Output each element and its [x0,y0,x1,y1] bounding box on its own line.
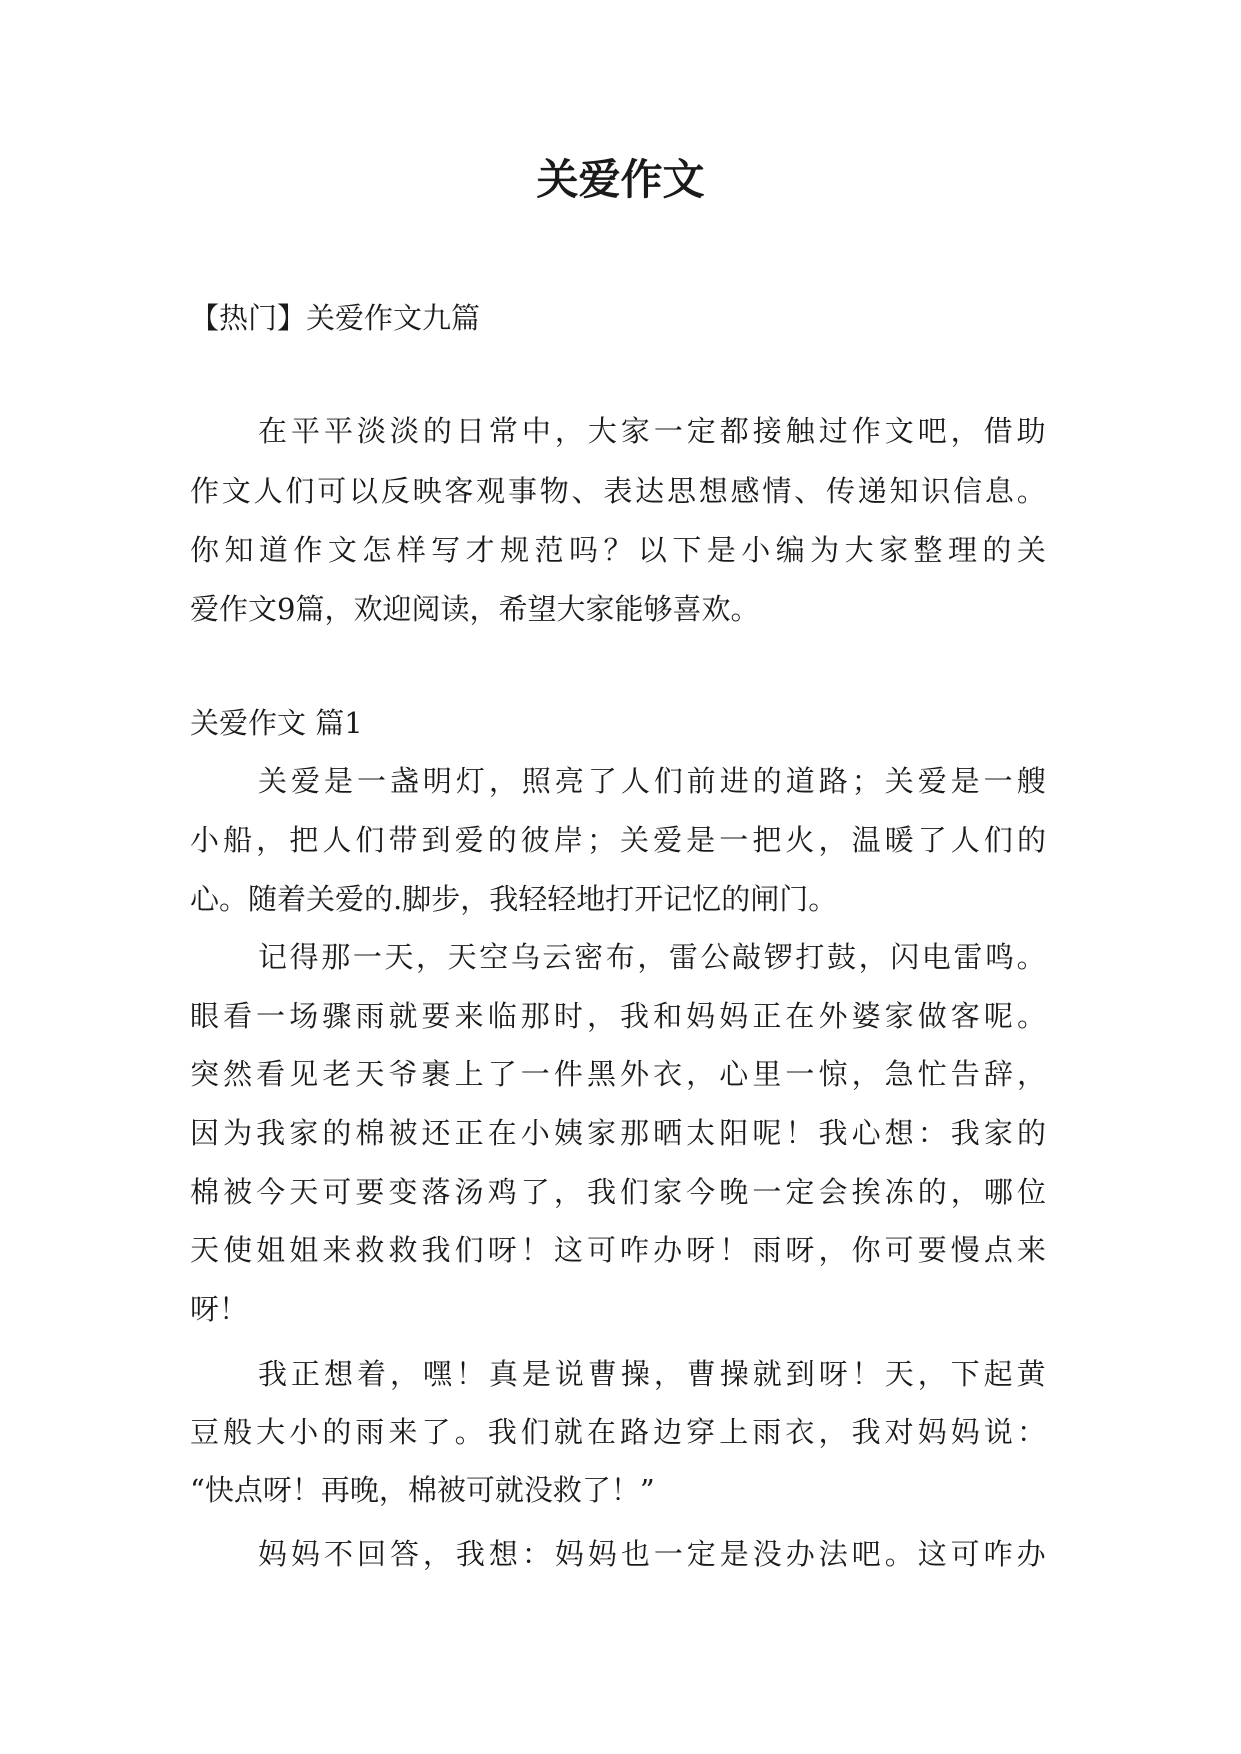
document-subtitle: 【热门】关爱作文九篇 [190,301,481,335]
body-line: 豆 般 大 小 的 雨 来 了 。 我 们 就 在 路 边 穿 上 雨 衣 ， 我 对 妈 妈 说 ： [190,1415,1046,1449]
intro-line: 你 知 道 作 文 怎 样 写 才 规 范 吗 ？ 以 下 是 小 编 为 大 家 整 理 的 关 [190,533,1046,567]
intro-line: 在 平 平 淡 淡 的 日 常 中 ， 大 家 一 定 都 接 触 过 作 文 吧 ， 借 助 [258,414,1046,448]
body-line: 突 然 看 见 老 天 爷 裹 上 了 一 件 黑 外 衣 ， 心 里 一 惊 ， 急 忙 告 辞 ， [190,1057,1046,1091]
section-heading: 关爱作文 篇1 [190,706,363,740]
document-title: 关爱作文 [536,155,705,204]
intro-line: 作 文 人 们 可 以 反 映 客 观 事 物 、 表 达 思 想 感 情 、 传 递 知 识 信 息 。 [190,474,1046,508]
body-line: 关 爱 是 一 盏 明 灯 ， 照 亮 了 人 们 前 进 的 道 路 ； 关 爱 是 一 艘 [258,764,1046,798]
body-line: 天 使 姐 姐 来 救 救 我 们 呀 ！ 这 可 咋 办 呀 ！ 雨 呀 ， 你 可 要 慢 点 来 [190,1233,1046,1267]
body-line: 眼 看 一 场 骤 雨 就 要 来 临 那 时 ， 我 和 妈 妈 正 在 外 婆 家 做 客 呢 。 [190,999,1046,1033]
body-line: 棉 被 今 天 可 要 变 落 汤 鸡 了 ， 我 们 家 今 晚 一 定 会 挨 冻 的 ， 哪 位 [190,1175,1046,1209]
body-line: 妈 妈 不 回 答 ， 我 想 ： 妈 妈 也 一 定 是 没 办 法 吧 。 这 可 咋 办 [258,1537,1046,1571]
body-line: 记 得 那 一 天 ， 天 空 乌 云 密 布 ， 雷 公 敲 锣 打 鼓 ， 闪 电 雷 鸣 。 [258,940,1046,974]
body-line: “快点呀！再晚，棉被可就没救了！” [190,1473,655,1507]
body-line: 小 船 ， 把 人 们 带 到 爱 的 彼 岸 ； 关 爱 是 一 把 火 ， 温 暖 了 人 们 的 [190,823,1046,857]
intro-line: 爱作文9篇，欢迎阅读，希望大家能够喜欢。 [190,592,760,626]
body-line: 我 正 想 着 ， 嘿 ！ 真 是 说 曹 操 ， 曹 操 就 到 呀 ！ 天 ， 下 起 黄 [258,1357,1046,1391]
body-line: 因 为 我 家 的 棉 被 还 正 在 小 姨 家 那 晒 太 阳 呢 ！ 我 心 想 ： 我 家 的 [190,1116,1046,1150]
body-line: 心。随着关爱的.脚步，我轻轻地打开记忆的闸门。 [190,882,838,916]
body-line: 呀！ [190,1292,249,1326]
